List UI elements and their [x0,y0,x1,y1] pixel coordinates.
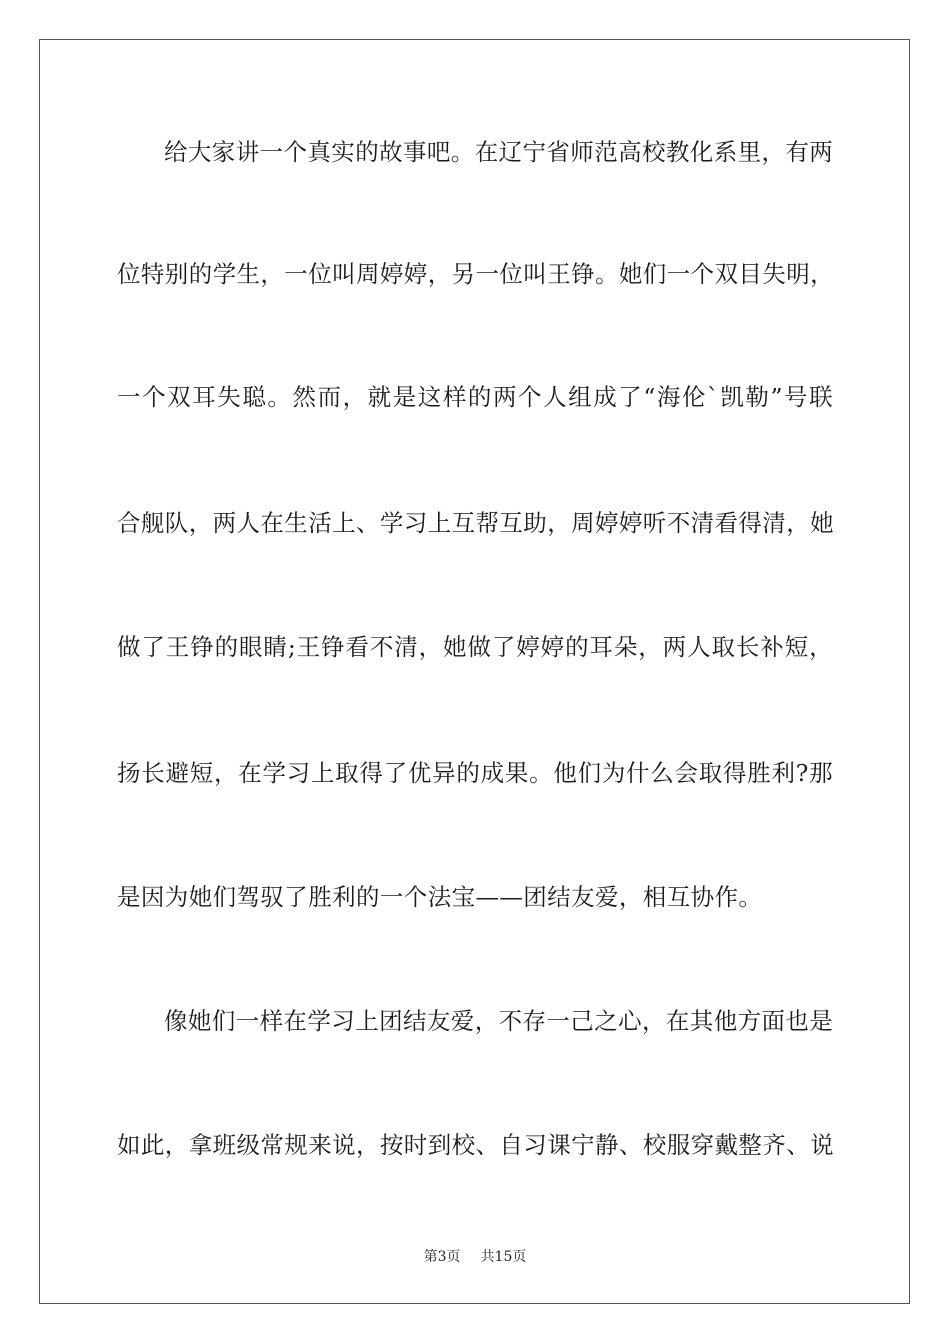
paragraph-1-line-7: 是因为她们驾驭了胜利的一个法宝——团结友爱，相互协作。 [117,883,763,911]
current-page-number: 第3页 [423,1249,461,1265]
paragraph-1-line-6: 扬长避短，在学习上取得了优异的成果。他们为什么会取得胜利?那 [117,759,833,787]
page-border [39,39,910,1304]
paragraph-1-line-2: 位特别的学生，一位叫周婷婷，另一位叫王铮。她们一个双目失明， [117,260,834,288]
paragraph-2-line-1: 像她们一样在学习上团结友爱，不存一己之心，在其他方面也是 [164,1007,834,1035]
paragraph-1-line-3: 一个双耳失聪。然而，就是这样的两个人组成了“海伦`凯勒”号联 [117,383,833,411]
page-footer [0,1247,950,1267]
paragraph-1-line-5: 做了王铮的眼睛;王铮看不清，她做了婷婷的耳朵，两人取长补短， [117,633,833,661]
paragraph-2-line-2: 如此，拿班级常规来说，按时到校、自习课宁静、校服穿戴整齐、说 [117,1131,834,1159]
paragraph-1-line-4: 合舰队，两人在生活上、学习上互帮互助，周婷婷听不清看得清，她 [117,509,834,537]
total-pages: 共15页 [480,1249,527,1265]
paragraph-1-line-1: 给大家讲一个真实的故事吧。在辽宁省师范高校教化系里，有两 [164,138,834,166]
